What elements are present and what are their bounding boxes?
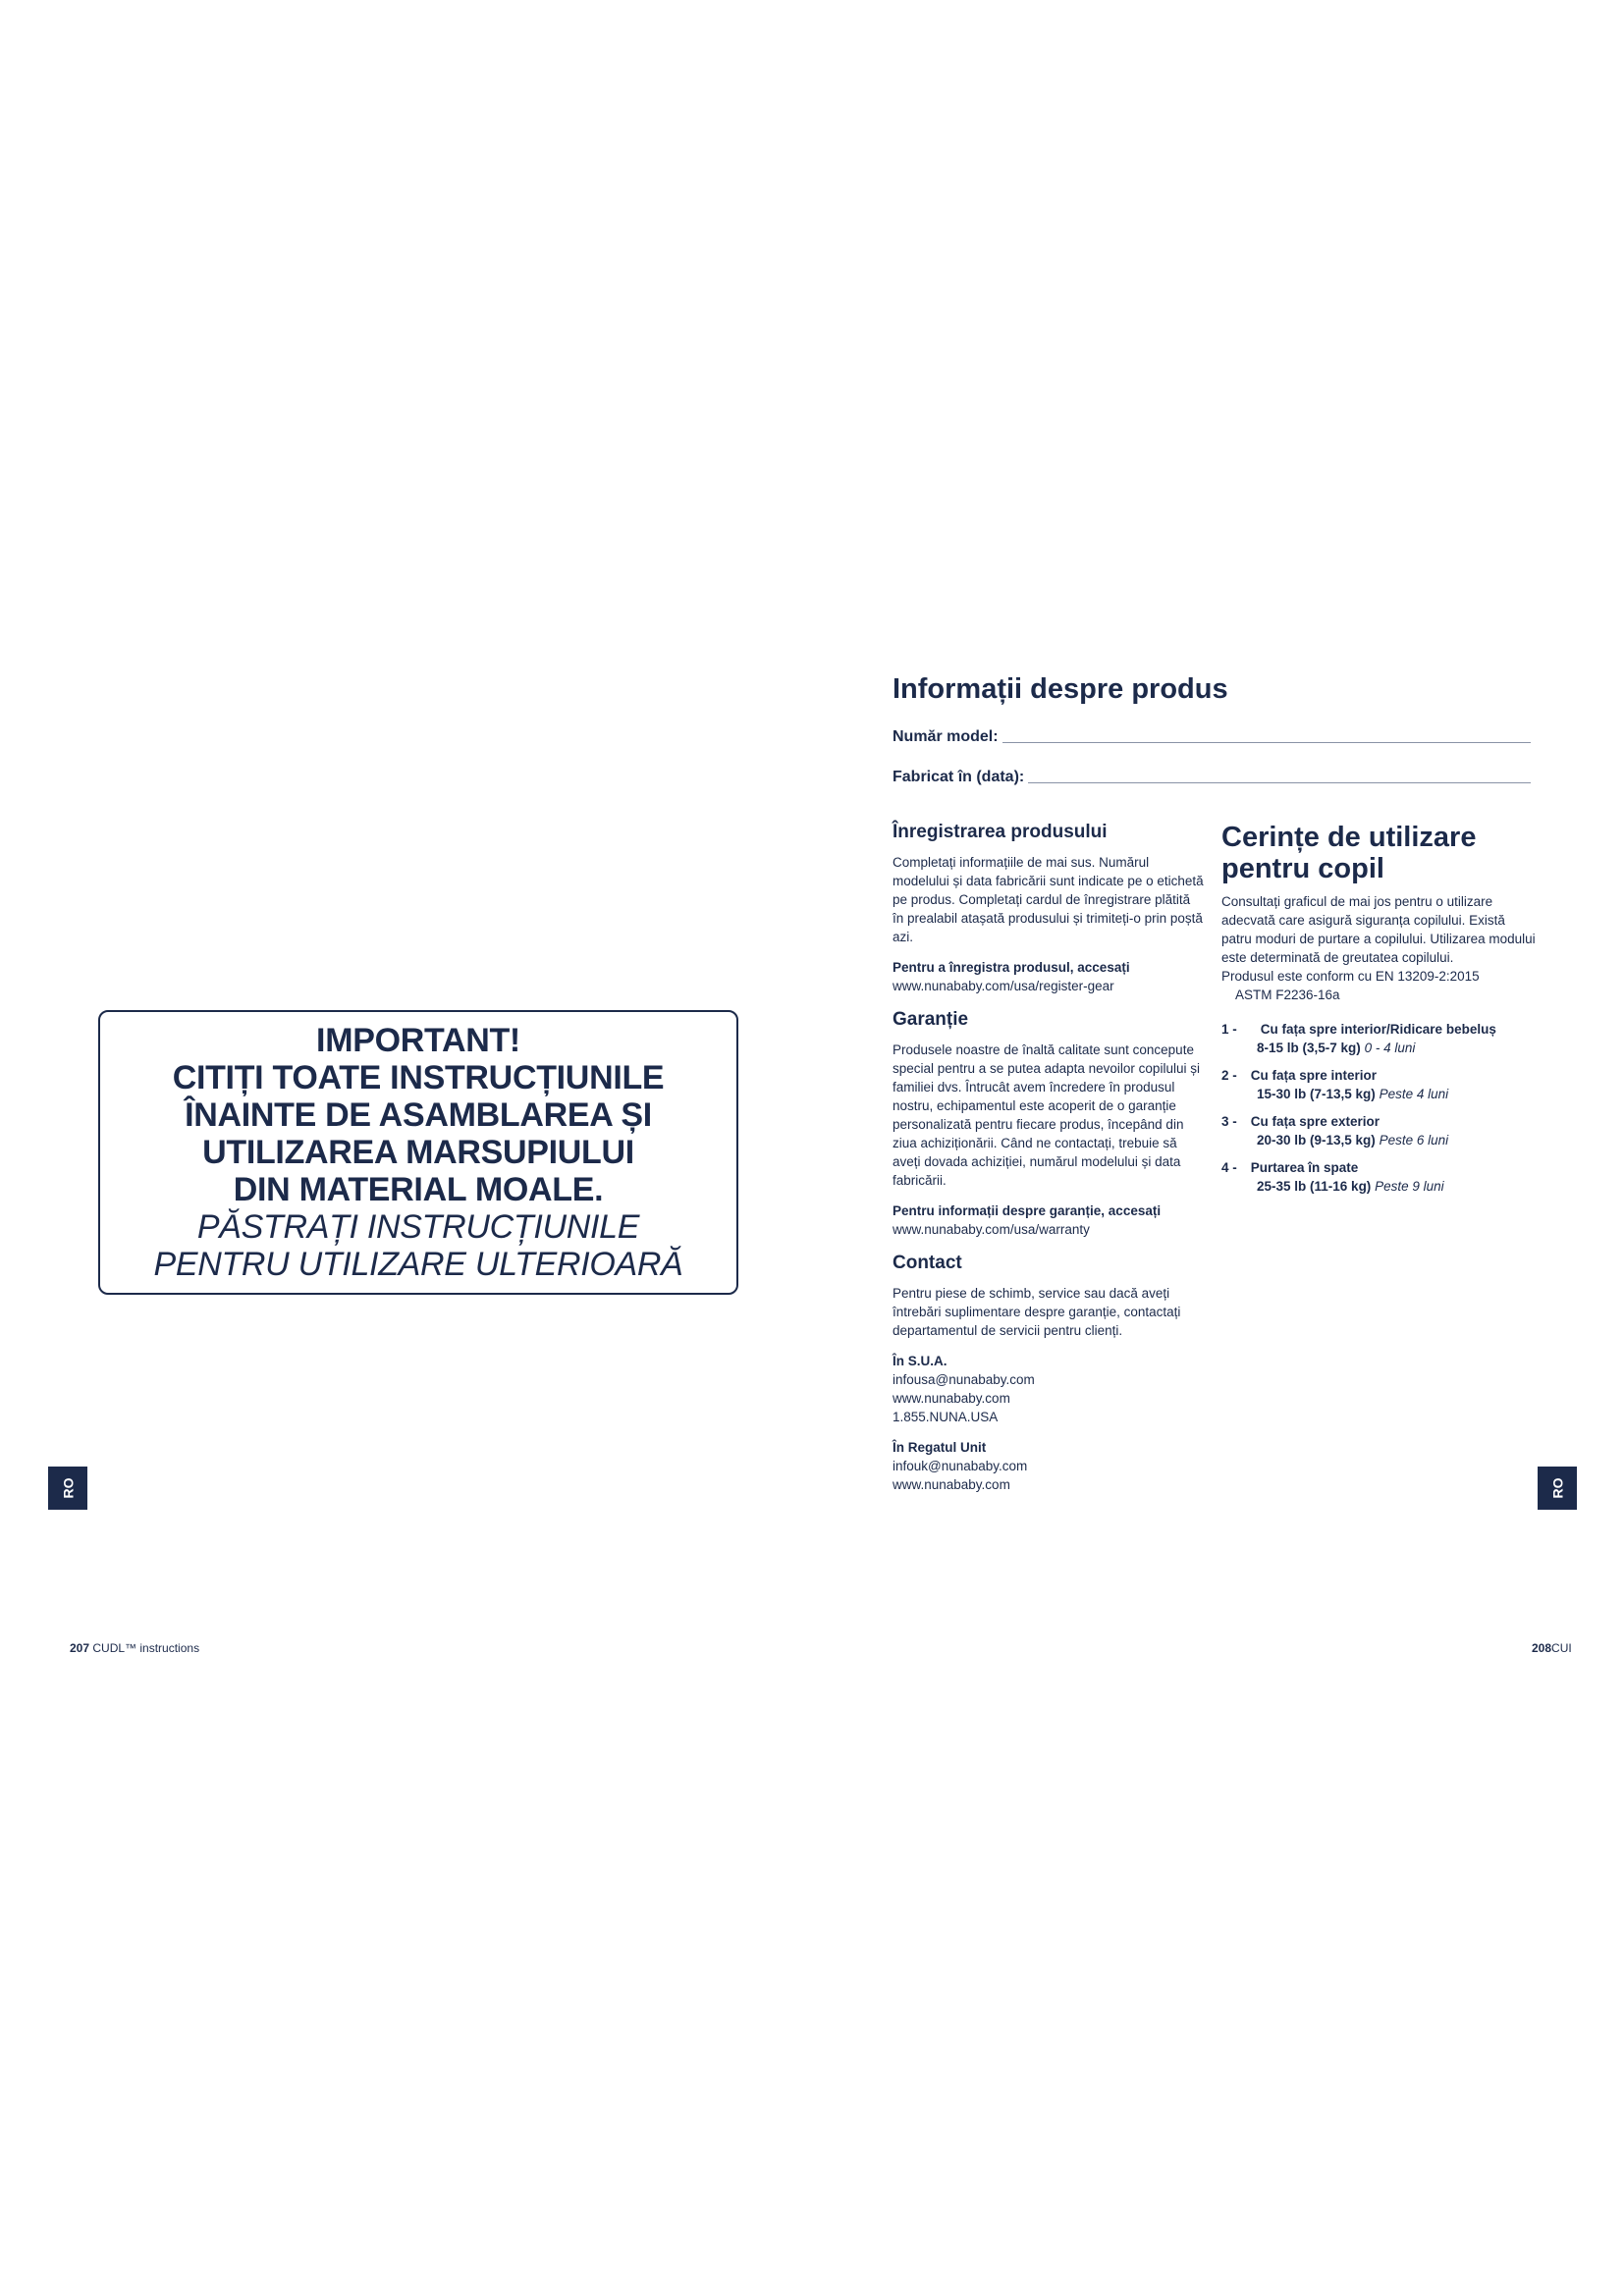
- warranty-link-label: Pentru informații despre garanție, accesați: [893, 1203, 1162, 1218]
- important-line: UTILIZAREA MARSUPIULUI: [202, 1134, 634, 1171]
- important-line: CITIȚI TOATE INSTRUCȚIUNILE: [172, 1059, 665, 1096]
- registration-heading: Înregistrarea produsului: [893, 822, 1108, 842]
- carry-mode-weight: 15-30 lb (7-13,5 kg): [1257, 1087, 1376, 1101]
- contact-uk: [893, 1438, 1205, 1494]
- carry-mode-weight: 8-15 lb (3,5-7 kg): [1257, 1041, 1361, 1055]
- registration-body: Completați informațiile de mai sus. Numărul modelului și data fabricării sunt indicate pe o etichetă pe produs. Completați cardul de înregistrare plătită în prealabil atașată produsului și trimiteți-o prin poștă azi.: [893, 855, 1204, 944]
- registration-url[interactable]: www.nunababy.com/usa/register-gear: [893, 979, 1114, 993]
- important-line: ÎNAINTE DE ASAMBLAREA ȘI: [185, 1096, 652, 1134]
- carry-mode-age: Peste 9 luni: [1375, 1179, 1444, 1194]
- standard-line: Produsul este conform cu EN 13209-2:2015: [1221, 969, 1480, 984]
- model-number-line: [1002, 741, 1531, 743]
- language-tab-left: [48, 1467, 87, 1510]
- carry-mode-number: 4 -: [1221, 1160, 1237, 1175]
- warranty-link: [893, 1201, 1205, 1239]
- carry-mode-age: Peste 6 luni: [1379, 1133, 1449, 1148]
- page-number: 207: [70, 1641, 90, 1655]
- language-tab-label: RO: [60, 1477, 76, 1499]
- carry-mode-label: Cu fața spre interior: [1250, 1068, 1378, 1083]
- registration-link: [893, 958, 1205, 995]
- contact-uk-web[interactable]: www.nunababy.com: [893, 1477, 1010, 1492]
- requirements-body: Consultați graficul de mai jos pentru o utilizare adecvată care asigură siguranța copilului. Există patru moduri de purtare a copilului. Utilizarea modului este determinată de greutatea copilului.: [1221, 894, 1536, 965]
- manufacture-date-line: [1028, 781, 1531, 783]
- contact-heading: Contact: [893, 1253, 962, 1273]
- manufacture-date-field: [893, 769, 1531, 786]
- carry-mode-label: Cu fața spre interior/Ridicare bebeluș: [1260, 1022, 1496, 1037]
- contact-usa-web[interactable]: www.nunababy.com: [893, 1391, 1010, 1406]
- left-column: [893, 822, 1205, 1506]
- requirements-heading-line: Cerințe de utilizare: [1221, 822, 1477, 853]
- page-number: 208: [1532, 1641, 1552, 1655]
- contact-usa-phone: 1.855.NUNA.USA: [893, 1410, 999, 1424]
- important-line: DIN MATERIAL MOALE.: [233, 1171, 604, 1208]
- contact-uk-email[interactable]: infouk@nunababy.com: [893, 1459, 1028, 1473]
- warranty-url[interactable]: www.nunababy.com/usa/warranty: [893, 1222, 1090, 1237]
- contact-usa: [893, 1352, 1205, 1426]
- carry-mode-item: [1221, 1020, 1536, 1057]
- registration-link-label: Pentru a înregistra produsul, accesați: [893, 960, 1130, 975]
- warranty-body: Produsele noastre de înaltă calitate sunt concepute special pentru a se putea adapta nevoilor copilului și familiei dvs. Întrucât avem încredere în produsul nostru, echipamentul este acoperit de o garanție personalizată pentru fiecare produs, începând din ziua achiziționării. Când ne contactați, trebuie să aveți dovada achiziției, numărul modelului și data fabricării.: [893, 1042, 1200, 1188]
- important-italic-line: PENTRU UTILIZARE ULTERIOARĂ: [153, 1246, 683, 1283]
- footer-left: [70, 1641, 199, 1655]
- footer-text: CUI: [1551, 1641, 1572, 1655]
- carry-mode-age: 0 - 4 luni: [1364, 1041, 1416, 1055]
- carry-mode-number: 1 -: [1221, 1022, 1237, 1037]
- requirements-intro: [1221, 892, 1536, 1004]
- carry-mode-label: Purtarea în spate: [1250, 1160, 1359, 1175]
- requirements-heading: [1221, 822, 1536, 884]
- carry-mode-item: [1221, 1158, 1536, 1196]
- important-notice-box: [98, 1010, 738, 1295]
- standard-code: ASTM F2236-16a: [1235, 988, 1340, 1002]
- carry-mode-number: 2 -: [1221, 1068, 1237, 1083]
- language-tab-right: [1538, 1467, 1577, 1510]
- contact-body: Pentru piese de schimb, service sau dacă aveți întrebări suplimentare despre garanție, contactați departamentul de servicii pentru clienți.: [893, 1286, 1181, 1338]
- right-column: [1221, 822, 1536, 1204]
- important-italic-line: PĂSTRAȚI INSTRUCȚIUNILE: [196, 1208, 640, 1246]
- requirements-heading-line: pentru copil: [1221, 853, 1384, 884]
- warranty-heading: Garanție: [893, 1009, 969, 1030]
- manufacture-date-label: Fabricat în (data):: [893, 769, 1025, 785]
- page-title: Informații despre produs: [893, 673, 1228, 705]
- language-tab-label: RO: [1549, 1477, 1565, 1499]
- footer-right: [1532, 1641, 1572, 1655]
- carry-mode-age: Peste 4 luni: [1379, 1087, 1449, 1101]
- contact-uk-label: În Regatul Unit: [893, 1440, 987, 1455]
- footer-text: CUDL™ instructions: [92, 1641, 200, 1655]
- contact-usa-label: În S.U.A.: [893, 1354, 947, 1368]
- carry-mode-weight: 20-30 lb (9-13,5 kg): [1257, 1133, 1376, 1148]
- carry-mode-label: Cu fața spre exterior: [1250, 1114, 1380, 1129]
- contact-usa-email[interactable]: infousa@nunababy.com: [893, 1372, 1035, 1387]
- model-number-field: [893, 728, 1531, 746]
- carry-mode-number: 3 -: [1221, 1114, 1237, 1129]
- model-number-label: Număr model:: [893, 728, 999, 745]
- carry-mode-item: [1221, 1066, 1536, 1103]
- carry-mode-weight: 25-35 lb (11-16 kg): [1257, 1179, 1372, 1194]
- carry-mode-item: [1221, 1112, 1536, 1149]
- important-line: IMPORTANT!: [316, 1022, 520, 1059]
